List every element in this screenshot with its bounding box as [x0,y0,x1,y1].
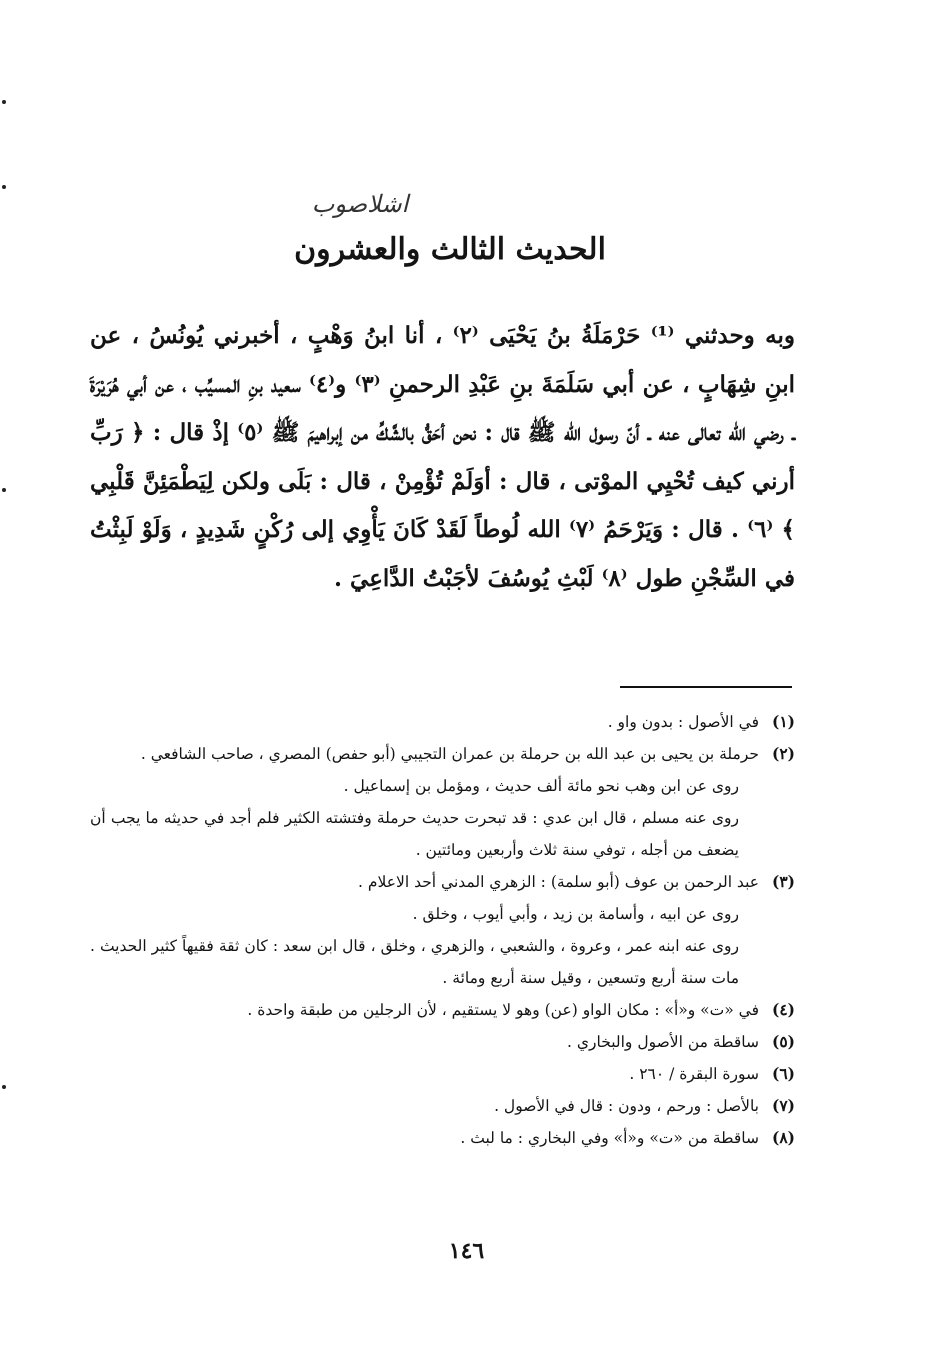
footnote [90,866,795,898]
footnote-text: حرملة بن يحيى بن عبد الله بن حرملة بن عمران التجيبي (أبو حفص) المصري ، صاحب الشافعي . [140,745,759,763]
margin-mark [2,488,6,492]
hadith-text [90,312,795,603]
footnote-number: (٤) [771,1000,795,1019]
footnote-subtext: روى عنه ابنه عمر ، وعروة ، والشعبي ، والزهري ، وخلق ، قال ابن سعد : كان ثقة فقيهاً كثير الحديث . مات سنة أربع وتسعين ، وقيل سنة أربع ومائة . [90,937,739,987]
footnote-number: (٣) [771,872,795,891]
footnote-text: ساقطة من «ت» و«أ» وفي البخاري : ما لبث . [460,1129,759,1147]
footnote-number: (٨) [771,1128,795,1147]
hadith-title: الحديث الثالث والعشرون [294,232,606,267]
footnote [90,1026,795,1058]
page-number: ١٤٦ [448,1238,485,1264]
footnotes [90,706,795,1154]
footnote-text: عبد الرحمن بن عوف (أبو سلمة) : الزهري المدني أحد الاعلام . [358,873,759,891]
footnote-text: في «ت» و«أ» : مكان الواو (عن) وهو لا يستقيم ، لأن الرجلين من طبقة واحدة . [247,1001,759,1019]
footnote-text: بالأصل : ورحم ، ودون : قال في الأصول . [494,1097,759,1115]
margin-mark [2,100,6,104]
footnote-number: (٦) [771,1064,795,1083]
footnote [90,738,795,770]
footnote [90,994,795,1026]
footnote-number: (٥) [771,1032,795,1051]
footnote-subtext: روى عنه مسلم ، قال ابن عدي : قد تبحرت حديث حرملة وفتشته الكثير فلم أجد في حديثه ما يجب أن يضعف من أجله ، توفي سنة ثلاث وأربعين ومائتين . [90,809,739,859]
footnote-separator [620,686,792,688]
footnote [90,1058,795,1090]
footnote-subtext: روى عن ابن وهب نحو مائة ألف حديث ، ومؤمل بن إسماعيل . [343,777,739,795]
footnote-number: (٧) [771,1096,795,1115]
hadith-body: وبه وحدثني ⁽¹⁾ حَرْمَلَةُ بنُ يَحْيَى ⁽٢⁾ ، أنا ابنُ وَهْبٍ ، أخبرني يُونُسُ ، عن ابنِ شِهَابٍ ، عن أبي سَلَمَةَ بنِ عَبْدِ الرحمنِ ⁽٣⁾ و⁽٤⁾ سعيد بنِ المسيِّب ، عن أبي هُرَيْرَةَ ـ رضي الله تعالى عنه ـ أنّ رسول الله ﷺ قال : نحن أحَقُّ بالشَّكِّ من إبراهيمَ ﷺ ⁽٥⁾ إذْ قال : ﴿ رَبِّ أرني كيف تُحْيِي الموْتى ، قال : أوَلَمْ تُؤْمِنْ ، قال : بَلَى ولكن لِيَطْمَئِنَّ قَلْبِي ﴾ ⁽٦⁾ . قال : وَيَرْحَمُ ⁽٧⁾ الله لُوطاً لَقَدْ كَانَ يَأْوِي إلى رُكْنٍ شَدِيدٍ ، وَلَوْ لَبِثْتُ في السِّجْنِ طول ⁽٨⁾ لَبْثِ يُوسُفَ لأجَبْتُ الدَّاعِيَ . [90,322,796,592]
footnote-text: سورة البقرة / ٢٦٠ . [629,1065,759,1083]
margin-mark [2,185,6,189]
footnote [90,706,795,738]
footnote [90,1090,795,1122]
footnote-text: في الأصول : بدون واو . [607,713,759,731]
footnote-number: (١) [771,712,795,731]
footnote [90,1122,795,1154]
footnote-number: (٢) [771,744,795,763]
margin-mark [2,1085,6,1089]
footnote-subtext: روى عن ابيه ، وأسامة بن زيد ، وأبي أيوب ، وخلق . [412,905,739,923]
handwritten-note: اشلاصوب [311,190,409,218]
footnote-text: ساقطة من الأصول والبخاري . [567,1033,759,1051]
